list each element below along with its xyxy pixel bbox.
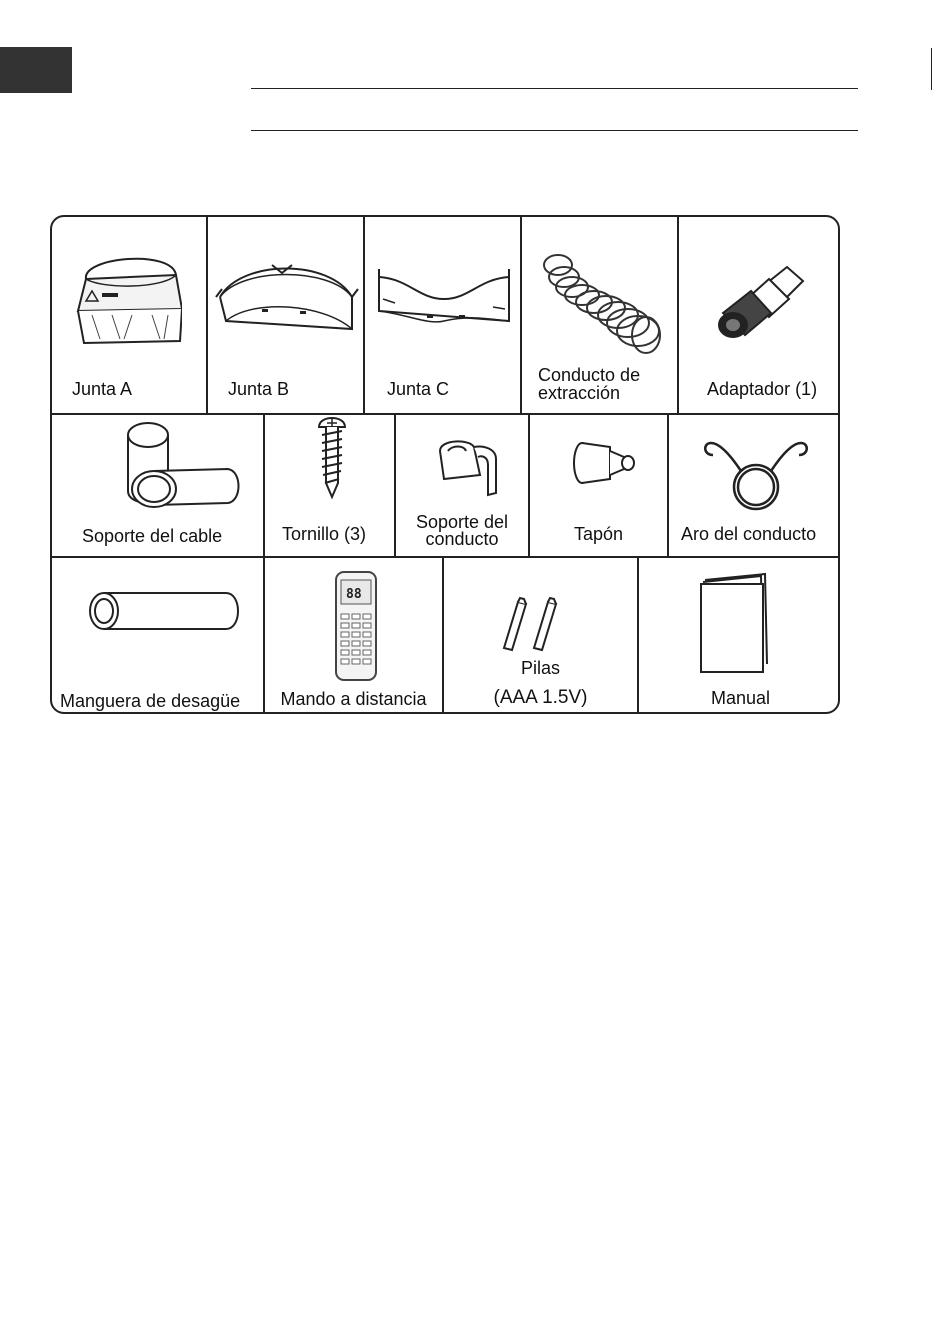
- item-soporte-conducto: [394, 413, 528, 556]
- label-conducto-line-1: Conducto de: [538, 365, 641, 385]
- item-tornillo: [263, 413, 394, 556]
- item-manual: [637, 558, 840, 714]
- label-aro-conducto: Aro del conducto: [681, 524, 817, 544]
- exhaust-hose-illustration: [536, 247, 666, 357]
- item-junta-b: [206, 217, 364, 413]
- label-conducto-line-2: extracción: [538, 383, 621, 403]
- item-junta-a: [52, 217, 207, 413]
- item-junta-c: [363, 217, 521, 413]
- screw-illustration: [317, 413, 347, 503]
- adapter-illustration: [709, 261, 809, 341]
- hose-holder-illustration: [434, 437, 504, 499]
- item-mando: [263, 558, 442, 714]
- batteries-illustration: [502, 596, 572, 656]
- accessories-row-3: [52, 558, 838, 714]
- hose-ring-illustration: [701, 433, 811, 523]
- label-tornillo: Tornillo (3): [282, 524, 367, 544]
- item-pilas: [442, 558, 637, 714]
- plug-cap-illustration: [570, 437, 640, 491]
- section-tab-marker: [0, 47, 72, 93]
- accessories-table: [50, 215, 840, 714]
- accessories-row-1: [52, 217, 838, 415]
- item-adaptador: [677, 217, 840, 413]
- label-soporte-conducto-line-1: Soporte del: [415, 512, 509, 532]
- manual-booklet-illustration: [695, 568, 775, 674]
- label-soporte-conducto-line-2: conducto: [425, 529, 499, 549]
- window-seal-a-illustration: [72, 249, 182, 344]
- label-junta-b: Junta B: [228, 379, 290, 399]
- item-soporte-cable: [52, 413, 263, 556]
- label-adaptador: Adaptador (1): [707, 379, 818, 399]
- header-rule-top: [251, 88, 858, 89]
- label-pilas-line-1: Pilas: [520, 658, 560, 678]
- page-edge-mark: [931, 48, 932, 90]
- window-seal-b-illustration: [212, 259, 362, 349]
- label-tapon: Tapón: [573, 524, 624, 544]
- header-rule-bottom: [251, 130, 858, 131]
- label-manual: Manual: [710, 688, 771, 708]
- accessories-row-2: [52, 413, 838, 558]
- item-tapon: [528, 413, 667, 556]
- label-mando: Mando a distancia: [280, 689, 427, 709]
- remote-control-illustration: [334, 570, 378, 682]
- label-manguera: Manguera de desagüe: [60, 691, 241, 711]
- window-seal-c-illustration: [369, 259, 519, 339]
- drain-hose-illustration: [86, 589, 242, 633]
- label-soporte-cable: Soporte del cable: [82, 526, 223, 546]
- item-manguera: [52, 558, 263, 714]
- item-conducto-extraccion: [520, 217, 678, 413]
- label-junta-a: Junta A: [72, 379, 133, 399]
- label-junta-c: Junta C: [387, 379, 450, 399]
- cable-holder-illustration: [124, 417, 244, 512]
- remote-display-text: 88: [346, 587, 362, 602]
- item-aro-conducto: [667, 413, 840, 556]
- label-pilas-line-2: (AAA 1.5V): [493, 687, 588, 708]
